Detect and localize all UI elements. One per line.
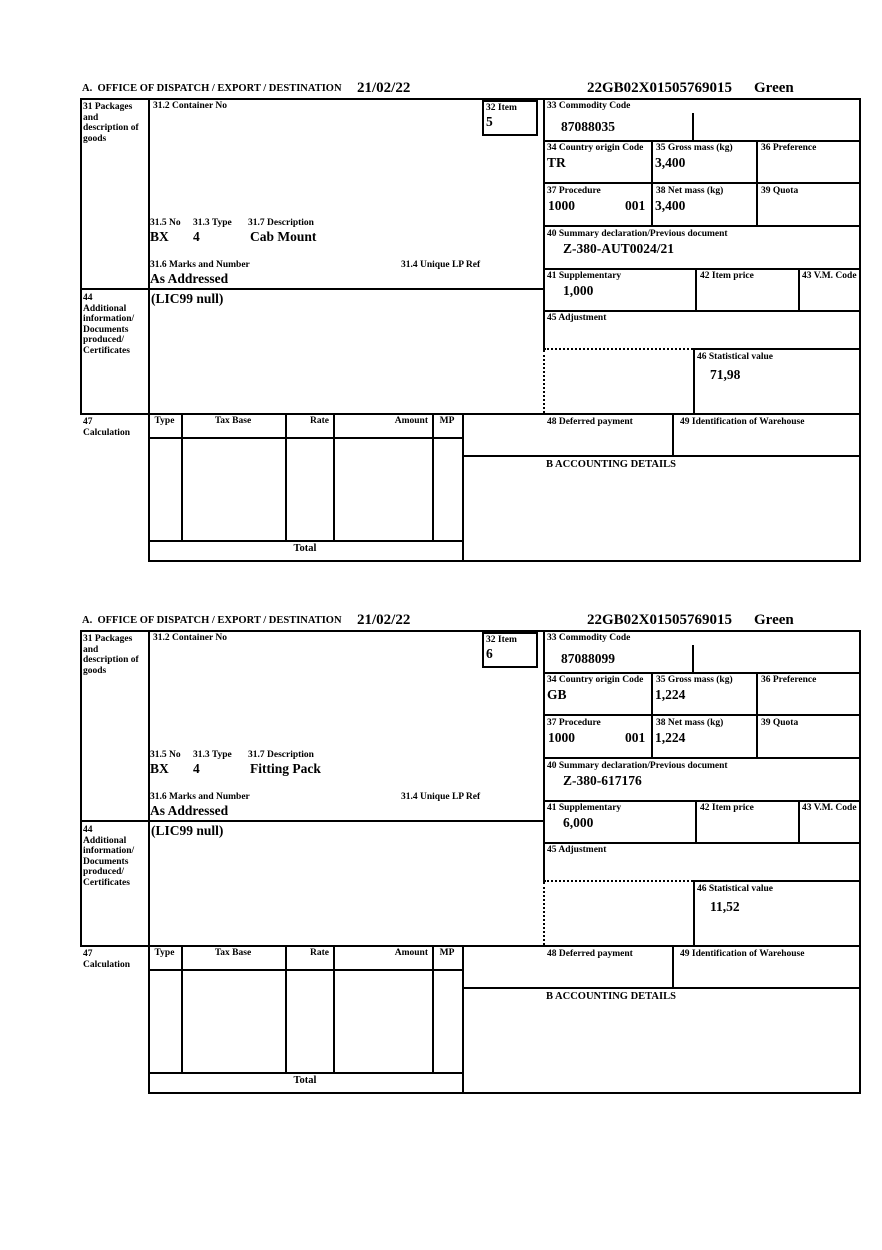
box-33-label: 33 Commodity Code bbox=[547, 101, 631, 111]
package-no: BX bbox=[150, 229, 169, 244]
border-line bbox=[544, 348, 693, 350]
item-number: 6 bbox=[486, 646, 493, 661]
border-line bbox=[148, 560, 861, 562]
border-line bbox=[80, 630, 861, 632]
border-line bbox=[285, 945, 287, 1072]
box-38-label: 38 Net mass (kg) bbox=[656, 718, 724, 728]
box-31-label: 31 Packages and description of goods bbox=[83, 634, 139, 676]
border-line bbox=[181, 945, 183, 1072]
border-line bbox=[695, 268, 697, 310]
border-line bbox=[651, 672, 653, 757]
border-line bbox=[798, 800, 800, 842]
border-line bbox=[148, 630, 150, 1094]
box-44-label: 44 Additional information/ Documents produced/ Certificates bbox=[83, 293, 135, 356]
office-of-dispatch-label: A. OFFICE OF DISPATCH / EXPORT / DESTINATION bbox=[82, 83, 342, 94]
border-line bbox=[859, 630, 861, 1094]
box-33-label: 33 Commodity Code bbox=[547, 633, 631, 643]
box-45-label: 45 Adjustment bbox=[547, 845, 607, 855]
procedure-code: 1000 bbox=[548, 198, 575, 213]
calc-col-rate: Rate bbox=[310, 416, 329, 426]
border-line bbox=[80, 630, 82, 947]
box-40-label: 40 Summary declaration/Previous document bbox=[547, 761, 728, 771]
supplementary-units: 6,000 bbox=[563, 815, 594, 830]
box-42-label: 42 Item price bbox=[700, 803, 754, 813]
previous-document: Z-380-617176 bbox=[563, 773, 642, 788]
box-41-label: 41 Supplementary bbox=[547, 803, 622, 813]
box-35-label: 35 Gross mass (kg) bbox=[656, 143, 733, 153]
border-line bbox=[543, 672, 861, 674]
box-31-5-label: 31.5 No bbox=[150, 750, 181, 760]
marks-and-numbers: As Addressed bbox=[150, 803, 229, 818]
supplementary-units: 1,000 bbox=[563, 283, 594, 298]
marks-and-numbers: As Addressed bbox=[150, 271, 229, 286]
border-line bbox=[432, 413, 434, 540]
border-line bbox=[148, 98, 150, 562]
box-49-label: 49 Identification of Warehouse bbox=[680, 417, 805, 427]
box-31-6-label: 31.6 Marks and Number bbox=[150, 260, 250, 270]
accounting-details-label: B ACCOUNTING DETAILS bbox=[546, 991, 676, 1002]
box-37-label: 37 Procedure bbox=[547, 186, 601, 196]
box-36-label: 36 Preference bbox=[761, 143, 817, 153]
border-line bbox=[693, 880, 861, 882]
procedure-code-extra: 001 bbox=[625, 198, 646, 213]
country-origin-code: GB bbox=[547, 687, 567, 702]
box-43-label: 43 V.M. Code bbox=[802, 803, 857, 813]
box-48-label: 48 Deferred payment bbox=[547, 417, 633, 427]
net-mass: 3,400 bbox=[655, 198, 686, 213]
border-line bbox=[543, 842, 861, 844]
border-line bbox=[692, 645, 694, 672]
declaration-reference bbox=[587, 612, 794, 629]
box-35-label: 35 Gross mass (kg) bbox=[656, 675, 733, 685]
border-line bbox=[543, 630, 545, 882]
box-31-3-label: 31.3 Type bbox=[193, 750, 232, 760]
border-line bbox=[543, 714, 861, 716]
commodity-code: 87088035 bbox=[561, 119, 615, 134]
box-42-label: 42 Item price bbox=[700, 271, 754, 281]
border-line bbox=[798, 268, 800, 310]
box-38-label: 38 Net mass (kg) bbox=[656, 186, 724, 196]
border-line bbox=[543, 140, 861, 142]
calc-col-mp: MP bbox=[439, 948, 455, 958]
commodity-code: 87088099 bbox=[561, 651, 615, 666]
package-no: BX bbox=[150, 761, 169, 776]
box-34-label: 34 Country origin Code bbox=[547, 675, 644, 685]
border-line bbox=[693, 348, 861, 350]
border-line bbox=[432, 945, 434, 1072]
box-37-label: 37 Procedure bbox=[547, 718, 601, 728]
border-line bbox=[181, 413, 183, 540]
border-line bbox=[148, 1072, 462, 1074]
procedure-code-extra: 001 bbox=[625, 730, 646, 745]
border-line bbox=[672, 413, 674, 455]
border-line bbox=[543, 757, 861, 759]
border-line bbox=[672, 945, 674, 987]
movement-reference-number: 22GB02X01505769015 bbox=[587, 612, 733, 628]
item-number: 5 bbox=[486, 114, 493, 129]
box-31-7-label: 31.7 Description bbox=[248, 218, 314, 228]
border-line bbox=[80, 945, 861, 947]
border-line bbox=[543, 310, 861, 312]
additional-information: (LIC99 null) bbox=[151, 823, 224, 838]
border-line bbox=[651, 140, 653, 225]
box-31-5-label: 31.5 No bbox=[150, 218, 181, 228]
border-line bbox=[756, 672, 758, 757]
procedure-code: 1000 bbox=[548, 730, 575, 745]
border-line bbox=[756, 140, 758, 225]
border-line bbox=[148, 969, 462, 971]
box-48-label: 48 Deferred payment bbox=[547, 949, 633, 959]
border-line bbox=[462, 987, 861, 989]
declaration-item-section bbox=[80, 80, 862, 562]
box-32-label: 32 Item bbox=[486, 103, 517, 113]
calc-col-rate: Rate bbox=[310, 948, 329, 958]
routing-status: Green bbox=[754, 80, 794, 96]
box-40-label: 40 Summary declaration/Previous document bbox=[547, 229, 728, 239]
border-line bbox=[543, 98, 545, 350]
border-line bbox=[543, 182, 861, 184]
calc-col-type: Type bbox=[154, 416, 175, 426]
border-line bbox=[693, 880, 695, 945]
calc-col-tax-base: Tax Base bbox=[214, 416, 252, 426]
box-31-7-label: 31.7 Description bbox=[248, 750, 314, 760]
goods-description: Cab Mount bbox=[250, 229, 317, 244]
border-line bbox=[148, 1092, 861, 1094]
border-line bbox=[333, 945, 335, 1072]
box-31-3-label: 31.3 Type bbox=[193, 218, 232, 228]
border-line bbox=[462, 945, 464, 1092]
box-31-4-label: 31.4 Unique LP Ref bbox=[401, 792, 481, 802]
border-line bbox=[80, 98, 861, 100]
declaration-item-section bbox=[80, 612, 862, 1094]
box-46-label: 46 Statistical value bbox=[697, 352, 773, 362]
border-line bbox=[148, 437, 462, 439]
box-45-label: 45 Adjustment bbox=[547, 313, 607, 323]
border-line bbox=[544, 880, 693, 882]
box-44-label: 44 Additional information/ Documents produced/ Certificates bbox=[83, 825, 135, 888]
box-34-label: 34 Country origin Code bbox=[547, 143, 644, 153]
box-39-label: 39 Quota bbox=[761, 718, 799, 728]
additional-information: (LIC99 null) bbox=[151, 291, 224, 306]
country-origin-code: TR bbox=[547, 155, 566, 170]
box-46-label: 46 Statistical value bbox=[697, 884, 773, 894]
accounting-details-label: B ACCOUNTING DETAILS bbox=[546, 459, 676, 470]
border-line bbox=[543, 350, 545, 413]
border-line bbox=[543, 268, 861, 270]
box-31-6-label: 31.6 Marks and Number bbox=[150, 792, 250, 802]
declaration-date: 21/02/22 bbox=[357, 612, 411, 628]
statistical-value: 71,98 bbox=[710, 367, 741, 382]
border-line bbox=[285, 413, 287, 540]
statistical-value: 11,52 bbox=[710, 899, 740, 914]
border-line bbox=[462, 413, 464, 560]
movement-reference-number: 22GB02X01505769015 bbox=[587, 80, 733, 96]
goods-description: Fitting Pack bbox=[250, 761, 321, 776]
box-36-label: 36 Preference bbox=[761, 675, 817, 685]
box-41-label: 41 Supplementary bbox=[547, 271, 622, 281]
package-type: 4 bbox=[193, 229, 200, 244]
office-of-dispatch-label: A. OFFICE OF DISPATCH / EXPORT / DESTINATION bbox=[82, 615, 342, 626]
box-31-4-label: 31.4 Unique LP Ref bbox=[401, 260, 481, 270]
border-line bbox=[543, 882, 545, 945]
border-line bbox=[80, 98, 82, 415]
net-mass: 1,224 bbox=[655, 730, 686, 745]
border-line bbox=[543, 225, 861, 227]
box-31-2-label: 31.2 Container No bbox=[153, 101, 227, 111]
calc-col-type: Type bbox=[154, 948, 175, 958]
calc-total-label: Total bbox=[293, 1075, 317, 1086]
calc-col-amount: Amount bbox=[394, 416, 428, 426]
box-49-label: 49 Identification of Warehouse bbox=[680, 949, 805, 959]
declaration-date: 21/02/22 bbox=[357, 80, 411, 96]
box-39-label: 39 Quota bbox=[761, 186, 799, 196]
box-47-label: 47 Calculation bbox=[83, 417, 130, 438]
border-line bbox=[333, 413, 335, 540]
box-31-2-label: 31.2 Container No bbox=[153, 633, 227, 643]
gross-mass: 3,400 bbox=[655, 155, 686, 170]
box-32-label: 32 Item bbox=[486, 635, 517, 645]
border-line bbox=[692, 113, 694, 140]
border-line bbox=[859, 98, 861, 562]
border-line bbox=[695, 800, 697, 842]
routing-status: Green bbox=[754, 612, 794, 628]
border-line bbox=[148, 540, 462, 542]
calc-total-label: Total bbox=[293, 543, 317, 554]
package-type: 4 bbox=[193, 761, 200, 776]
border-line bbox=[462, 455, 861, 457]
box-31-label: 31 Packages and description of goods bbox=[83, 102, 139, 144]
calc-col-amount: Amount bbox=[394, 948, 428, 958]
declaration-reference bbox=[587, 80, 794, 97]
previous-document: Z-380-AUT0024/21 bbox=[563, 241, 674, 256]
calc-col-tax-base: Tax Base bbox=[214, 948, 252, 958]
calc-col-mp: MP bbox=[439, 416, 455, 426]
border-line bbox=[693, 348, 695, 413]
box-43-label: 43 V.M. Code bbox=[802, 271, 857, 281]
border-line bbox=[80, 413, 861, 415]
box-47-label: 47 Calculation bbox=[83, 949, 130, 970]
border-line bbox=[543, 800, 861, 802]
gross-mass: 1,224 bbox=[655, 687, 686, 702]
